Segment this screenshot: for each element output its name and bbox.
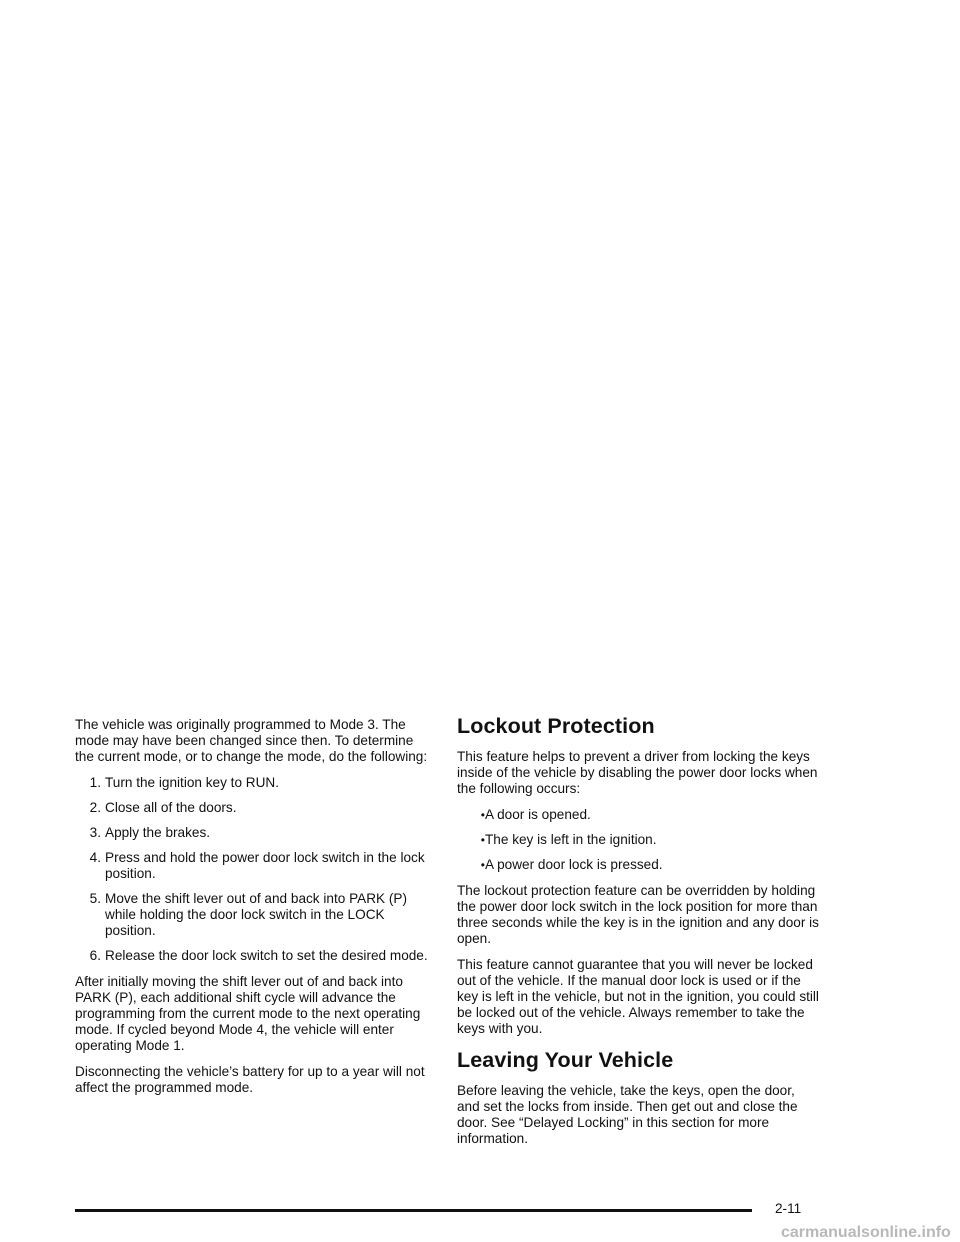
left-column: [75, 717, 435, 1106]
mode-steps-list: [75, 775, 435, 964]
list-item: [457, 832, 819, 848]
list-item: [457, 807, 819, 823]
override-paragraph: The lockout protection feature can be overridden by holding the power door lock switch in the lock position for more than three seconds while the key is in the ignition and any door is open.: [457, 883, 819, 946]
bullet-text: A door is opened.: [485, 807, 591, 822]
footer-rule: [75, 1209, 752, 1212]
step-text: Close all of the doors.: [105, 800, 237, 815]
bullet-text: A power door lock is pressed.: [485, 857, 663, 872]
step-number: 3.: [89, 825, 101, 840]
list-item: [75, 775, 435, 791]
step-number: 5.: [89, 891, 101, 906]
watermark-text: carmanualsonline.info: [781, 1224, 951, 1241]
step-number: 6.: [89, 948, 101, 963]
right-column: [457, 714, 819, 1157]
list-item: [457, 857, 819, 873]
list-item: [75, 850, 435, 882]
page-number: 2-11: [775, 1201, 802, 1216]
leaving-vehicle-heading: Leaving Your Vehicle: [457, 1048, 674, 1072]
bullet-icon: •: [480, 808, 485, 822]
bullet-text: The key is left in the ignition.: [485, 832, 657, 847]
list-item: [75, 825, 435, 841]
bullet-icon: •: [480, 833, 485, 847]
battery-note-paragraph: Disconnecting the vehicle’s battery for up to a year will not affect the programmed mode.: [75, 1064, 425, 1095]
lockout-protection-heading: Lockout Protection: [457, 714, 655, 738]
lockout-intro-paragraph: This feature helps to prevent a driver from locking the keys inside of the vehicle by disabling the power door locks when the following occurs:: [457, 749, 818, 796]
mode-intro-paragraph: The vehicle was originally programmed to Mode 3. The mode may have been changed since then. To determine the current mode, or to change the mode, do the following:: [75, 717, 428, 764]
step-number: 2.: [89, 800, 101, 815]
list-item: [75, 948, 435, 964]
leaving-vehicle-paragraph: Before leaving the vehicle, take the keys, open the door, and set the locks from inside. Then get out and close the door. See “Delayed Locking” in this section for more information.: [457, 1083, 798, 1146]
list-item: [75, 800, 435, 816]
guarantee-paragraph: This feature cannot guarantee that you will never be locked out of the vehicle. If the manual door lock is used or if the key is left in the vehicle, but not in the ignition, you could still be locked out of the vehicle. Always remember to take the keys with you.: [457, 957, 819, 1036]
shift-cycle-paragraph: After initially moving the shift lever out of and back into PARK (P), each additional shift cycle will advance the programming from the current mode to the next operating mode. If cycled beyond Mode 4, the vehicle will enter operating Mode 1.: [75, 974, 421, 1053]
bullet-icon: •: [480, 858, 485, 872]
step-text: Apply the brakes.: [105, 825, 211, 840]
lockout-conditions-list: [457, 807, 819, 873]
step-text: Press and hold the power door lock switch in the lock position.: [105, 850, 425, 881]
step-text: Turn the ignition key to RUN.: [105, 775, 280, 790]
step-number: 1.: [89, 775, 101, 790]
list-item: [75, 891, 435, 939]
step-text: Move the shift lever out of and back into PARK (P) while holding the door lock switch in the LOCK position.: [105, 891, 407, 938]
step-text: Release the door lock switch to set the desired mode.: [105, 948, 428, 963]
step-number: 4.: [89, 850, 101, 865]
